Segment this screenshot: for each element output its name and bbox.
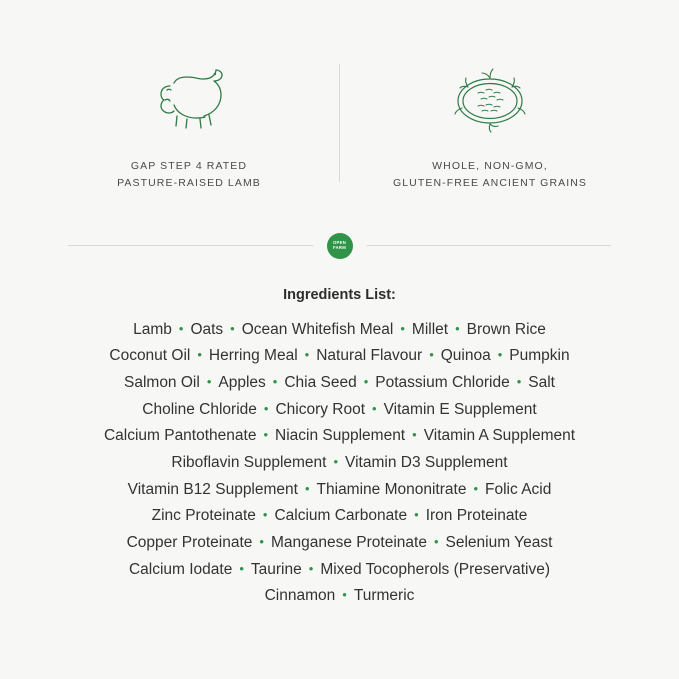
ingredient-item: Millet bbox=[411, 320, 449, 338]
ingredient-item: Selenium Yeast bbox=[445, 533, 553, 551]
feature-grains-caption bbox=[393, 158, 587, 193]
feature-grains bbox=[340, 58, 640, 193]
ingredient-separator-dot: • bbox=[304, 480, 310, 496]
feature-row bbox=[0, 0, 679, 193]
ingredient-item: Salmon Oil bbox=[124, 373, 200, 391]
ingredient-separator-dot: • bbox=[230, 320, 235, 336]
ingredient-separator-dot: • bbox=[239, 560, 244, 576]
ingredient-separator-dot: • bbox=[372, 400, 377, 416]
ingredients-line bbox=[35, 343, 645, 370]
ingredient-separator-dot: • bbox=[516, 373, 522, 389]
ingredient-separator-dot: • bbox=[342, 587, 347, 603]
lamb-icon bbox=[143, 58, 235, 136]
ingredient-separator-dot: • bbox=[272, 373, 278, 389]
ingredient-item: Vitamin D3 Supplement bbox=[345, 453, 508, 471]
ingredient-item: Calcium Carbonate bbox=[274, 507, 408, 525]
ingredient-item: Iron Proteinate bbox=[425, 507, 528, 525]
ingredient-item: Vitamin E Supplement bbox=[383, 400, 537, 418]
ingredient-separator-dot: • bbox=[259, 533, 264, 549]
ingredient-item: Pumpkin bbox=[509, 347, 570, 365]
ingredient-item: Coconut Oil bbox=[109, 347, 191, 365]
ingredient-item: Turmeric bbox=[353, 587, 415, 605]
ingredient-item: Niacin Supplement bbox=[275, 427, 406, 445]
ingredient-separator-dot: • bbox=[263, 427, 269, 443]
ingredients-line bbox=[35, 423, 645, 450]
ingredient-separator-dot: • bbox=[333, 453, 339, 469]
ingredient-item: Herring Meal bbox=[208, 347, 298, 365]
ingredients-line bbox=[35, 583, 645, 610]
ingredients-list bbox=[35, 317, 645, 610]
ingredient-item: Zinc Proteinate bbox=[151, 507, 256, 525]
ingredients-line bbox=[35, 450, 645, 477]
ingredient-separator-dot: • bbox=[400, 320, 405, 336]
ingredient-separator-dot: • bbox=[206, 373, 212, 389]
ingredient-item: Apples bbox=[218, 373, 266, 391]
ingredient-item: Choline Chloride bbox=[142, 400, 257, 418]
ingredient-separator-dot: • bbox=[497, 347, 503, 363]
ingredient-item: Thiamine Mononitrate bbox=[316, 480, 467, 498]
ingredient-separator-dot: • bbox=[473, 480, 479, 496]
feature-lamb-caption bbox=[117, 158, 261, 193]
ingredient-separator-dot: • bbox=[263, 400, 269, 416]
logo-line-2: FARM bbox=[332, 244, 347, 250]
ingredient-separator-dot: • bbox=[429, 347, 434, 363]
ingredient-separator-dot: • bbox=[178, 320, 184, 336]
ingredient-separator-dot: • bbox=[308, 560, 314, 576]
ingredient-item: Calcium Iodate bbox=[128, 560, 233, 578]
ingredient-item: Chicory Root bbox=[275, 400, 366, 418]
ingredient-item: Copper Proteinate bbox=[126, 533, 253, 551]
ingredient-separator-dot: • bbox=[414, 507, 419, 523]
ingredient-separator-dot: • bbox=[433, 533, 439, 549]
ingredient-item: Vitamin B12 Supplement bbox=[127, 480, 298, 498]
ingredient-item: Chia Seed bbox=[284, 373, 357, 391]
ingredients-line bbox=[35, 557, 645, 584]
feature-lamb-caption-line2: PASTURE-RAISED LAMB bbox=[117, 177, 261, 190]
ingredient-item: Cinnamon bbox=[264, 587, 336, 605]
ingredient-item: Potassium Chloride bbox=[375, 373, 510, 391]
ingredient-item: Folic Acid bbox=[485, 480, 552, 498]
feature-lamb bbox=[39, 58, 339, 193]
ingredients-line bbox=[35, 530, 645, 557]
ingredient-separator-dot: • bbox=[304, 347, 310, 363]
ingredient-separator-dot: • bbox=[197, 347, 202, 363]
ingredient-item: Brown Rice bbox=[466, 320, 546, 338]
grains-bowl-icon bbox=[448, 58, 532, 136]
ingredient-item: Ocean Whitefish Meal bbox=[241, 320, 394, 338]
ingredient-item: Oats bbox=[190, 320, 224, 338]
logo-line-1: OPEN bbox=[332, 240, 347, 246]
ingredient-item: Manganese Proteinate bbox=[270, 533, 427, 551]
ingredients-line bbox=[35, 397, 645, 424]
ingredient-separator-dot: • bbox=[455, 320, 460, 336]
ingredient-item: Riboflavin Supplement bbox=[171, 453, 327, 471]
separator-line-right bbox=[367, 245, 612, 246]
ingredient-separator-dot: • bbox=[412, 427, 417, 443]
ingredient-item: Salt bbox=[528, 373, 555, 391]
feature-grains-caption-line1: WHOLE, NON-GMO, bbox=[432, 160, 548, 172]
ingredient-separator-dot: • bbox=[262, 507, 268, 523]
ingredients-line bbox=[35, 317, 645, 344]
logo-separator bbox=[0, 233, 679, 259]
ingredient-item: Calcium Pantothenate bbox=[103, 427, 257, 445]
ingredients-line bbox=[35, 477, 645, 504]
ingredient-item: Vitamin A Supplement bbox=[423, 427, 576, 445]
ingredient-item: Quinoa bbox=[440, 347, 491, 365]
separator-line-left bbox=[68, 245, 313, 246]
ingredients-line bbox=[35, 503, 645, 530]
ingredient-item: Taurine bbox=[250, 560, 302, 578]
ingredient-item: Natural Flavour bbox=[316, 347, 423, 365]
ingredients-line bbox=[35, 370, 645, 397]
open-farm-logo bbox=[327, 233, 353, 259]
feature-grains-caption-line2: GLUTEN-FREE ANCIENT GRAINS bbox=[392, 177, 588, 190]
ingredient-separator-dot: • bbox=[363, 373, 369, 389]
feature-lamb-caption-line1: GAP STEP 4 RATED bbox=[130, 160, 248, 172]
ingredient-item: Mixed Tocopherols (Preservative) bbox=[320, 560, 551, 578]
ingredients-title: Ingredients List: bbox=[283, 286, 396, 303]
ingredient-item: Lamb bbox=[133, 320, 172, 338]
